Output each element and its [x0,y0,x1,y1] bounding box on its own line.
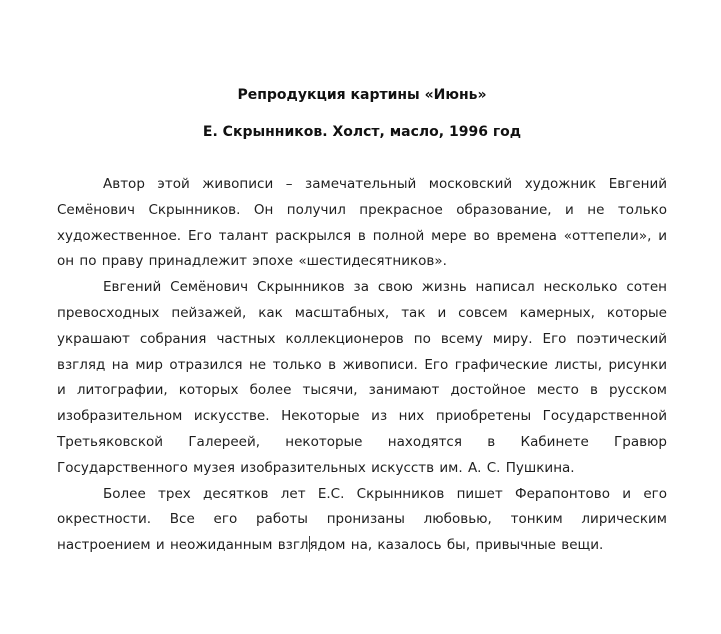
paragraph-1[interactable]: Автор этой живописи – замечательный московский художник Евгений Семёнович Скрынников. Он получил прекрасное образование, и не только художественное. Его талант раскрылся в полной мере во времена «оттепели», и он по праву принадлежит эпохе «шестидесятников». [57,176,667,270]
document-content [57,0,667,559]
document-title-line-1[interactable]: Репродукция картины «Июнь» [237,87,487,103]
paragraph-2[interactable]: Евгений Семёнович Скрынников за свою жизнь написал несколько сотен превосходных пейзажей, как масштабных, так и совсем камерных, которые украшают собрания частных коллекционеров по всему миру. Его поэтический взгляд на мир отразился не только в живописи. Его графические листы, рисунки и литографии, которых более тысячи, занимают достойное место в русском изобразительном искусстве. Некоторые из них приобретены Государственной Третьяковской Галереей, некоторые находятся в Кабинете Гравюр Государственного музея изобразительных искусств им. А. С. Пушкина. [57,279,667,476]
paragraph-3[interactable] [57,482,667,559]
document-title-line-2[interactable]: Е. Скрынников. Холст, масло, 1996 год [202,124,522,140]
paragraph-3-text-after-caret: ядом на, казалось бы, привычные вещи. [309,537,604,554]
paragraph-3-text-before-caret: Более трех десятков лет Е.С. Скрынников пишет Ферапонтово и его окрестности. Все его работы пронизаны любовью, тонким лирическим настроением и неожиданным взгл [57,485,667,554]
